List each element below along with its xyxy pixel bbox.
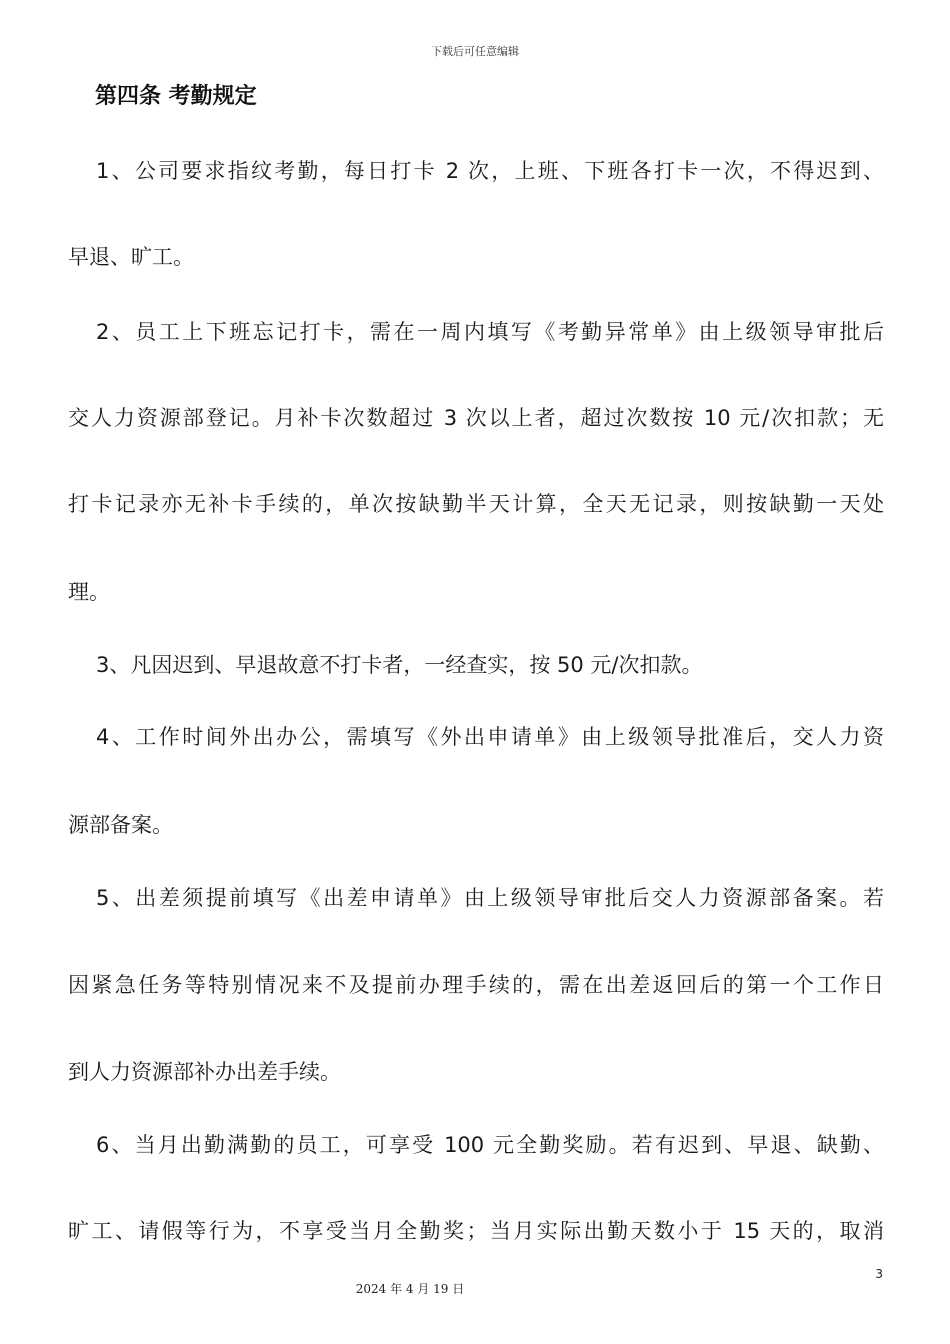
paragraph-3-line-1: 3、凡因迟到、早退故意不打卡者，一经查实，按 50 元/次扣款。: [96, 653, 703, 677]
paragraph-5-line-3: 到人力资源部补办出差手续。: [68, 1060, 341, 1084]
paragraph-2-line-2: 交人力资源部登记。月补卡次数超过 3 次以上者，超过次数按 10 元/次扣款；无: [68, 406, 884, 430]
paragraph-4-line-2: 源部备案。: [68, 813, 173, 837]
paragraph-5-line-1: 5、出差须提前填写《出差申请单》由上级领导审批后交人力资源部备案。若: [96, 886, 884, 910]
section-title: 第四条 考勤规定: [95, 84, 257, 109]
paragraph-2-line-3: 打卡记录亦无补卡手续的，单次按缺勤半天计算，全天无记录，则按缺勤一天处: [68, 492, 884, 516]
page-number: 3: [875, 1267, 883, 1281]
paragraph-2-line-4: 理。: [68, 580, 110, 604]
paragraph-4-line-1: 4、工作时间外出办公，需填写《外出申请单》由上级领导批准后，交人力资: [96, 725, 884, 749]
paragraph-1-line-1: 1、公司要求指纹考勤，每日打卡 2 次，上班、下班各打卡一次，不得迟到、: [96, 159, 884, 183]
paragraph-1-line-2: 早退、旷工。: [68, 245, 194, 269]
paragraph-6-line-2: 旷工、请假等行为，不享受当月全勤奖；当月实际出勤天数小于 15 天的，取消: [68, 1219, 884, 1243]
paragraph-6-line-1: 6、当月出勤满勤的员工，可享受 100 元全勤奖励。若有迟到、早退、缺勤、: [96, 1133, 884, 1157]
header-note: 下载后可任意编辑: [431, 45, 519, 58]
paragraph-2-line-1: 2、员工上下班忘记打卡，需在一周内填写《考勤异常单》由上级领导审批后: [96, 320, 884, 344]
footer-date: 2024 年 4 月 19 日: [355, 1282, 465, 1296]
paragraph-5-line-2: 因紧急任务等特别情况来不及提前办理手续的，需在出差返回后的第一个工作日: [68, 973, 884, 997]
